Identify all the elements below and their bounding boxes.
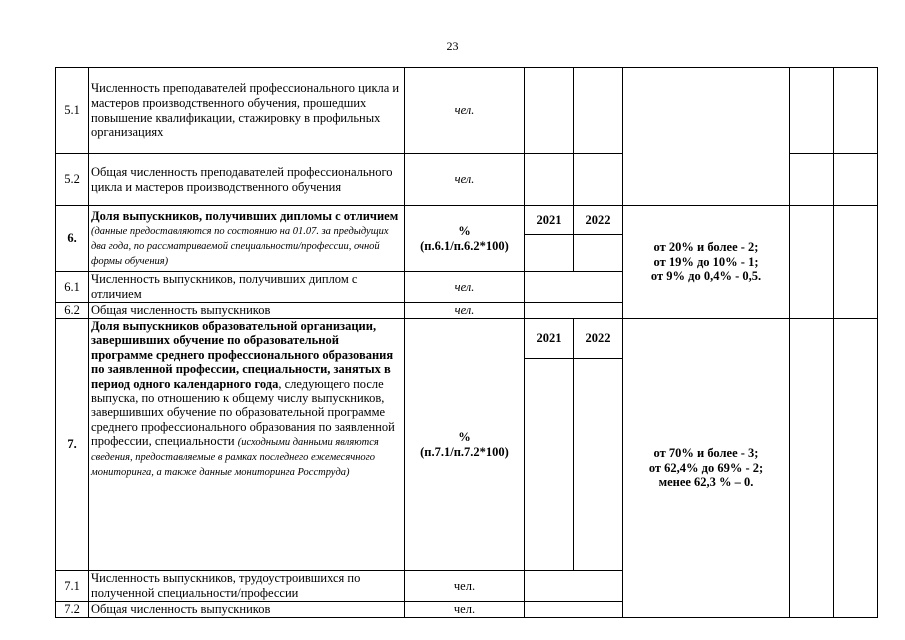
score-cell bbox=[834, 68, 878, 154]
page-number: 23 bbox=[446, 39, 459, 53]
percent-symbol: % bbox=[458, 223, 471, 238]
row-number: 6.1 bbox=[56, 272, 89, 303]
formula-cell bbox=[405, 206, 525, 272]
criteria-cell bbox=[623, 319, 790, 618]
score-cell bbox=[834, 154, 878, 206]
row-number: 7. bbox=[56, 319, 89, 571]
value-cell bbox=[574, 154, 623, 206]
value-cell bbox=[574, 235, 623, 272]
value-cell bbox=[525, 571, 623, 602]
score-cell bbox=[834, 319, 878, 618]
indicator-title: Доля выпускников, получивших дипломы с отличием bbox=[91, 208, 399, 223]
indicator-note: (исходными данными являются сведения, предоставляемые в рамках последнего ежемесячного мониторинга, а также данные мониторинга Росструда) bbox=[91, 437, 379, 479]
indicator-title-continuation: , следующего после выпуска, по отношению к общему числу выпускников, завершивших обучение по образовательной программе среднего профессионального образования по заявленной профессии, специальности bbox=[91, 376, 395, 449]
criteria-line: от 20% и более - 2; bbox=[653, 240, 759, 255]
indicator-text: Общая численность выпускников bbox=[89, 303, 405, 319]
indicator-text: Численность преподавателей профессионального цикла и мастеров производственного обучения, прошедших повышение квалификации, стажировку в профильных организациях bbox=[89, 68, 405, 154]
criteria-line: менее 62,3 % – 0. bbox=[658, 475, 754, 490]
unit-cell: чел. bbox=[405, 154, 525, 206]
row-number: 7.1 bbox=[56, 571, 89, 602]
value-cell bbox=[525, 303, 623, 319]
value-cell bbox=[525, 154, 574, 206]
row-number: 5.2 bbox=[56, 154, 89, 206]
table-row bbox=[56, 68, 878, 154]
score-cell bbox=[790, 154, 834, 206]
year-header: 2022 bbox=[574, 319, 623, 359]
criteria-table bbox=[55, 67, 878, 618]
year-header: 2022 bbox=[574, 206, 623, 235]
indicator-title: Доля выпускников образовательной организации, завершивших обучение по образовательной программе среднего профессионального образования по заявленной профессии, специальности, занятых в период одного календарного года bbox=[91, 319, 394, 391]
value-cell bbox=[525, 602, 623, 618]
value-cell bbox=[574, 359, 623, 571]
unit-cell: чел. bbox=[405, 68, 525, 154]
indicator-text: Общая численность преподавателей профессионального цикла и мастеров производственного обучения bbox=[89, 154, 405, 206]
value-cell bbox=[574, 68, 623, 154]
year-header: 2021 bbox=[525, 319, 574, 359]
indicator-text: Общая численность выпускников bbox=[89, 602, 405, 618]
unit-cell: чел. bbox=[405, 272, 525, 303]
criteria-cell bbox=[623, 206, 790, 319]
table-row bbox=[56, 319, 878, 359]
row-number: 7.2 bbox=[56, 602, 89, 618]
criteria-line: от 9% до 0,4% - 0,5. bbox=[650, 269, 762, 284]
percent-symbol: % bbox=[458, 429, 471, 444]
unit-cell: чел. bbox=[405, 303, 525, 319]
indicator-text: Численность выпускников, получивших диплом с отличием bbox=[89, 272, 405, 303]
year-header: 2021 bbox=[525, 206, 574, 235]
criteria-line: от 19% до 10% - 1; bbox=[653, 254, 759, 269]
criteria-line: от 62,4% до 69% - 2; bbox=[648, 460, 764, 475]
row-number: 6. bbox=[56, 206, 89, 272]
score-cell bbox=[834, 206, 878, 319]
value-cell bbox=[525, 359, 574, 571]
formula-cell bbox=[405, 319, 525, 571]
value-cell bbox=[525, 235, 574, 272]
row-number: 5.1 bbox=[56, 68, 89, 154]
row-number: 6.2 bbox=[56, 303, 89, 319]
indicator-text: Численность выпускников, трудоустроившихся по полученной специальности/профессии bbox=[89, 571, 405, 602]
value-cell bbox=[525, 68, 574, 154]
unit-cell: чел. bbox=[405, 602, 525, 618]
indicator-text bbox=[89, 206, 405, 272]
criteria-line: от 70% и более - 3; bbox=[653, 446, 759, 461]
formula-text: (п.7.1/п.7.2*100) bbox=[420, 444, 509, 459]
formula-text: (п.6.1/п.6.2*100) bbox=[420, 238, 509, 253]
table-row bbox=[56, 206, 878, 235]
score-cell bbox=[790, 206, 834, 319]
value-cell bbox=[525, 272, 623, 303]
unit-cell: чел. bbox=[405, 571, 525, 602]
indicator-text bbox=[89, 319, 405, 571]
indicator-note: (данные предоставляются по состоянию на 01.07. за предыдущих два года, по рассматриваемой специальности/профессии, очной формы обучения) bbox=[91, 226, 389, 268]
criteria-cell bbox=[623, 68, 790, 206]
score-cell bbox=[790, 319, 834, 618]
score-cell bbox=[790, 68, 834, 154]
